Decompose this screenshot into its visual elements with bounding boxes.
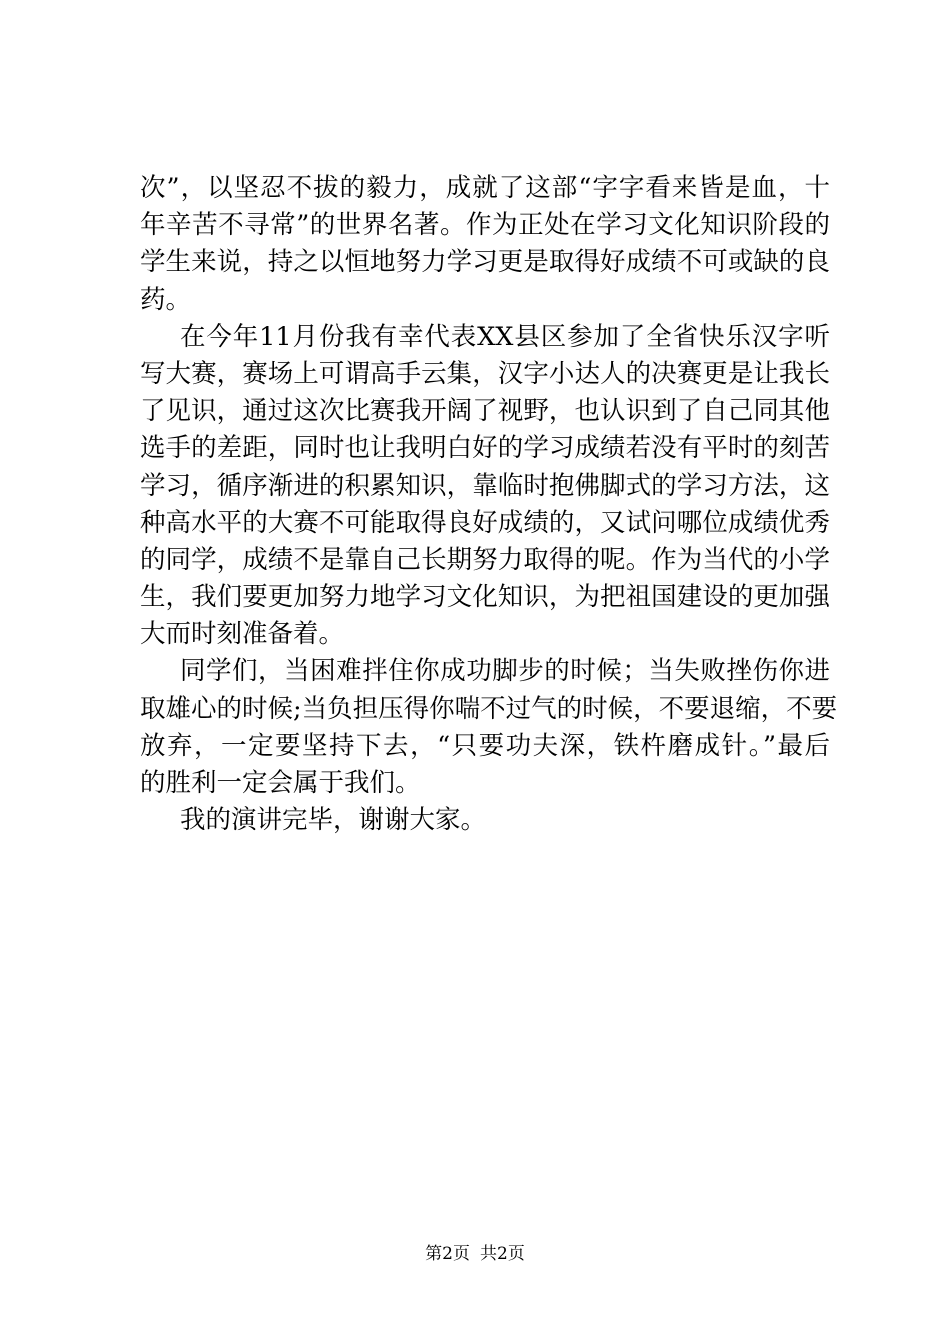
paragraph-4 — [140, 802, 830, 839]
page-total: 共2页 — [480, 1244, 525, 1264]
paragraph-line: 大而时刻准备着。 — [140, 619, 345, 650]
paragraph-line: 药。 — [140, 284, 192, 315]
paragraph-3 — [140, 653, 838, 802]
document-body — [140, 170, 838, 839]
paragraph-line: 写大赛，赛场上可谓高手云集，汉字小达人的决赛更是让我长 — [140, 358, 830, 389]
paragraph-line: 选手的差距，同时也让我明白好的学习成绩若没有平时的刻苦 — [140, 433, 830, 464]
paragraph-line: 年辛苦不寻常”的世界名著。作为正处在学习文化知识阶段的 — [140, 210, 830, 241]
paragraph-1 — [140, 170, 830, 319]
paragraph-line: 同学们，当困难拌住你成功脚步的时候；当失败挫伤你进 — [180, 656, 830, 687]
paragraph-line: 学习，循序渐进的积累知识，靠临时抱佛脚式的学习方法，这 — [140, 470, 830, 501]
paragraph-line: 的胜利一定会属于我们。 — [140, 768, 421, 798]
paragraph-line: 生，我们要更加努力地学习文化知识，为把祖国建设的更加强 — [140, 582, 830, 613]
paragraph-line: 的同学，成绩不是靠自己长期努力取得的呢。作为当代的小学 — [140, 544, 830, 575]
paragraph-line: 学生来说，持之以恒地努力学习更是取得好成绩不可或缺的良 — [140, 247, 830, 278]
paragraph-line: 放弃，一定要坚持下去，“只要功夫深，铁杵磨成针。”最后 — [140, 730, 830, 761]
paragraph-line: 种高水平的大赛不可能取得良好成绩的，又试问哪位成绩优秀 — [140, 507, 830, 538]
paragraph-2 — [140, 319, 830, 654]
paragraph-line: 我的演讲完毕，谢谢大家。 — [180, 805, 487, 836]
paragraph-line: 取雄心的时候;当负担压得你喘不过气的时候，不要退缩，不要 — [140, 693, 838, 724]
page-number: 第2页 — [425, 1244, 470, 1264]
paragraph-line: 次”，以坚忍不拔的毅力，成就了这部“字字看来皆是血，十 — [140, 173, 830, 203]
paragraph-line: 在今年11月份我有幸代表XX县区参加了全省快乐汉字听 — [180, 321, 830, 352]
paragraph-line: 了见识，通过这次比赛我开阔了视野，也认识到了自己同其他 — [140, 396, 830, 427]
page-footer — [0, 1243, 950, 1265]
